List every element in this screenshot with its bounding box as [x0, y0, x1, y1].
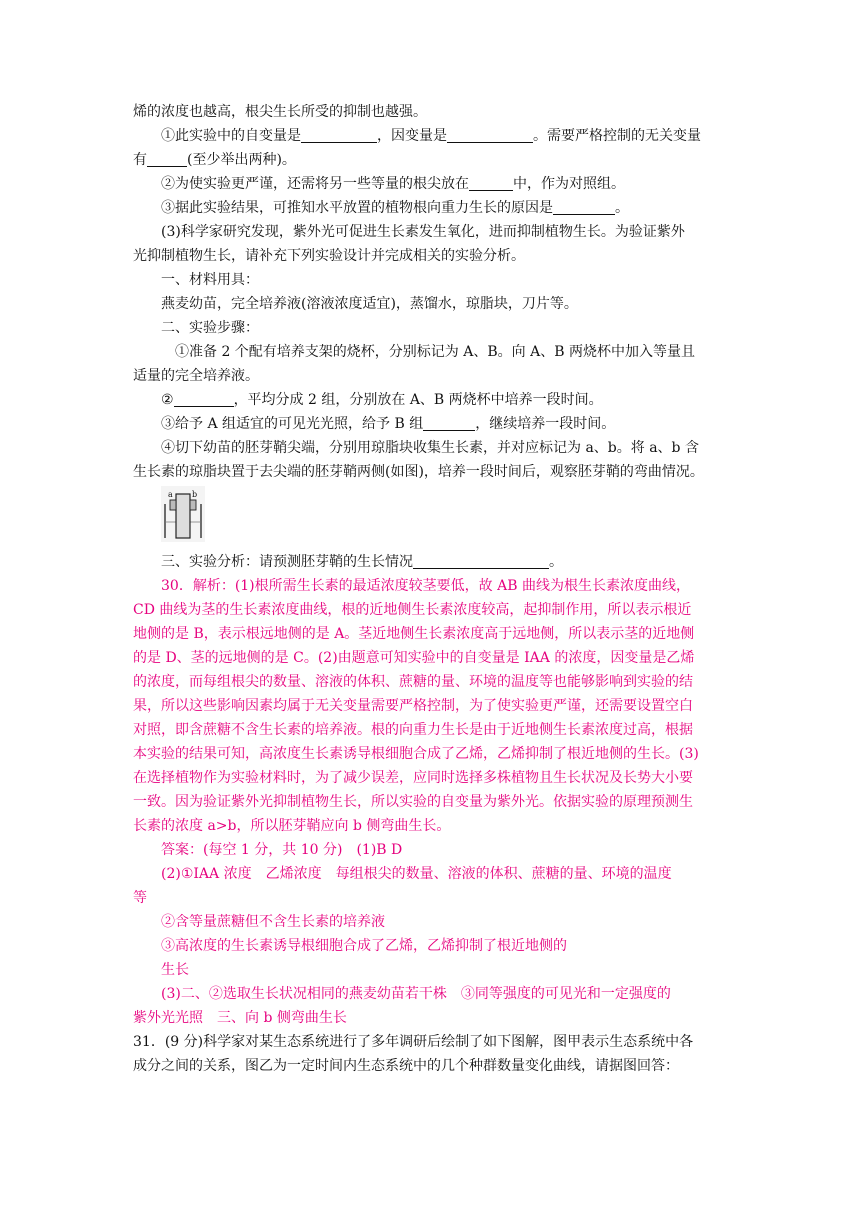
question-line	[133, 412, 733, 436]
answer-blank[interactable]	[469, 176, 513, 191]
label-b: b	[192, 490, 198, 499]
answer-blank[interactable]	[447, 128, 533, 143]
answer-line	[133, 982, 733, 1006]
text-line	[133, 244, 733, 268]
text: ①准备 2 个配有培养支架的烧杯，分别标记为 A、B。向 A、B 两烧杯中加入等量且	[175, 344, 695, 360]
text: 成分之间的关系，图乙为一定时间内生态系统中的几个种群数量变化曲线，请据图回答：	[133, 1058, 679, 1074]
text: (至少举出两种)。	[187, 152, 296, 168]
answer-line	[133, 742, 733, 766]
text-line	[133, 436, 733, 460]
text: CD 曲线为茎的生长素浓度曲线，根的近地侧生长素浓度较高，起抑制作用，所以表示根近	[133, 602, 692, 618]
text: 中，作为对照组。	[513, 176, 625, 192]
text: ③高浓度的生长素诱导根细胞合成了乙烯，乙烯抑制了根近地侧的	[161, 938, 567, 954]
text: 31．(9 分)科学家对某生态系统进行了多年调研后绘制了如下图解，图甲表示生态系统中各	[133, 1034, 694, 1050]
text: (3)二、②选取生长状况相同的燕麦幼苗若干株 ③同等强度的可见光和一定强度的	[161, 986, 671, 1002]
answer-line	[133, 598, 733, 622]
text: 。	[549, 554, 563, 570]
text: 有	[133, 152, 147, 168]
answer-blank[interactable]	[553, 200, 615, 215]
answer-line	[133, 694, 733, 718]
answer-line	[133, 622, 733, 646]
document-page	[133, 100, 733, 1078]
text: 地侧的是 B，表示根远地侧的是 A。茎近地侧生长素浓度高于远地侧，所以表示茎的近地侧	[133, 626, 695, 642]
text: (2)①IAA 浓度 乙烯浓度 每组根尖的数量、溶液的体积、蔗糖的量、环境的温度	[161, 866, 672, 882]
text-line	[133, 364, 733, 388]
label-a: a	[168, 490, 173, 499]
answer-line	[133, 958, 733, 982]
text: ②为使实验更严谨，还需将另一些等量的根尖放在	[161, 176, 469, 192]
text: 对照，即含蔗糖不含生长素的培养液。根的向重力生长是由于近地侧生长素浓度过高，根据	[133, 722, 693, 738]
question-line	[133, 148, 733, 172]
question-line	[133, 388, 733, 412]
text: ③给予 A 组适宜的可见光光照，给予 B 组	[161, 416, 424, 432]
text: 三、实验分析：请预测胚芽鞘的生长情况	[161, 554, 413, 570]
answer-line	[133, 1006, 733, 1030]
text: 长素的浓度 a>b，所以胚芽鞘应向 b 侧弯曲生长。	[133, 818, 451, 834]
coleoptile-figure	[133, 486, 733, 544]
text: ，因变量是	[377, 128, 447, 144]
text: ④切下幼苗的胚芽鞘尖端，分别用琼脂块收集生长素，并对应标记为 a、b。将 a、b 含	[161, 440, 699, 456]
text: 二、实验步骤：	[161, 320, 259, 336]
answer-line	[133, 862, 733, 886]
question-31-line	[133, 1054, 733, 1078]
answer-line	[133, 718, 733, 742]
question-31-line	[133, 1030, 733, 1054]
question-line	[133, 196, 733, 220]
answer-line	[133, 766, 733, 790]
answer-line	[133, 790, 733, 814]
answer-blank[interactable]	[174, 392, 234, 407]
answer-line	[133, 886, 733, 910]
coleoptile-diagram	[161, 486, 205, 542]
text: 的是 D、茎的远地侧的是 C。(2)由题意可知实验中的自变量是 IAA 的浓度，因变量是乙烯	[133, 650, 695, 666]
text: 。需要严格控制的无关变量	[533, 128, 701, 144]
answer-blank[interactable]	[301, 128, 377, 143]
answer-line	[133, 934, 733, 958]
text-line	[133, 292, 733, 316]
section-heading	[133, 268, 733, 292]
text: 在选择植物作为实验材料时，为了减少误差，应同时选择多株植物且生长状况及长势大小要	[133, 770, 693, 786]
text-line	[133, 220, 733, 244]
text: ②含等量蔗糖但不含生长素的培养液	[161, 914, 385, 930]
answer-blank[interactable]	[413, 554, 549, 569]
text: 等	[133, 890, 147, 906]
question-line	[133, 124, 733, 148]
text: 一致。因为验证紫外光抑制植物生长，所以实验的自变量为紫外光。依据实验的原理预测生	[133, 794, 693, 810]
text: ，继续培养一段时间。	[475, 416, 616, 432]
text-line	[133, 100, 733, 124]
text: ③据此实验结果，可推知水平放置的植物根向重力生长的原因是	[161, 200, 553, 216]
text-line	[133, 340, 733, 364]
text: ①此实验中的自变量是	[161, 128, 301, 144]
text: 燕麦幼苗，完全培养液(溶液浓度适宜)，蒸馏水，琼脂块，刀片等。	[161, 296, 578, 312]
section-heading	[133, 316, 733, 340]
answer-blank[interactable]	[423, 416, 475, 431]
answer-line	[133, 646, 733, 670]
text: ②	[161, 392, 174, 408]
text: 烯的浓度也越高，根尖生长所受的抑制也越强。	[133, 104, 427, 120]
text: 适量的完全培养液。	[133, 368, 259, 384]
answer-line	[133, 838, 733, 862]
text: 答案：(每空 1 分，共 10 分) (1)B D	[161, 842, 403, 858]
text: 。	[615, 200, 629, 216]
text-line	[133, 460, 733, 484]
answer-line	[133, 910, 733, 934]
text: 果，所以这些影响因素均属于无关变量需要严格控制，为了使实验更严谨，还需要设置空白	[133, 698, 693, 714]
answer-blank[interactable]	[147, 152, 187, 167]
text: ，平均分成 2 组，分别放在 A、B 两烧杯中培养一段时间。	[233, 392, 603, 408]
text: 光抑制植物生长，请补充下列实验设计并完成相关的实验分析。	[133, 248, 525, 264]
text: 生长素的琼脂块置于去尖端的胚芽鞘两侧(如图)，培养一段时间后，观察胚芽鞘的弯曲情况。	[133, 464, 704, 480]
text: 本实验的结果可知，高浓度生长素诱导根细胞合成了乙烯，乙烯抑制了根近地侧的生长。(3)	[133, 746, 699, 762]
answer-line	[133, 814, 733, 838]
text: 30．解析：(1)根所需生长素的最适浓度较茎要低，故 AB 曲线为根生长素浓度曲线，	[161, 578, 690, 594]
text: 的浓度，而每组根尖的数量、溶液的体积、蔗糖的量、环境的温度等也能够影响到实验的结	[133, 674, 693, 690]
text: (3)科学家研究发现，紫外光可促进生长素发生氧化，进而抑制植物生长。为验证紫外	[161, 224, 685, 240]
text: 生长	[161, 962, 189, 978]
answer-line	[133, 574, 733, 598]
text: 紫外光光照 三、向 b 侧弯曲生长	[133, 1010, 347, 1026]
text: 一、材料用具：	[161, 272, 259, 288]
question-line	[133, 172, 733, 196]
question-line	[133, 550, 733, 574]
answer-section	[133, 574, 733, 1030]
answer-line	[133, 670, 733, 694]
